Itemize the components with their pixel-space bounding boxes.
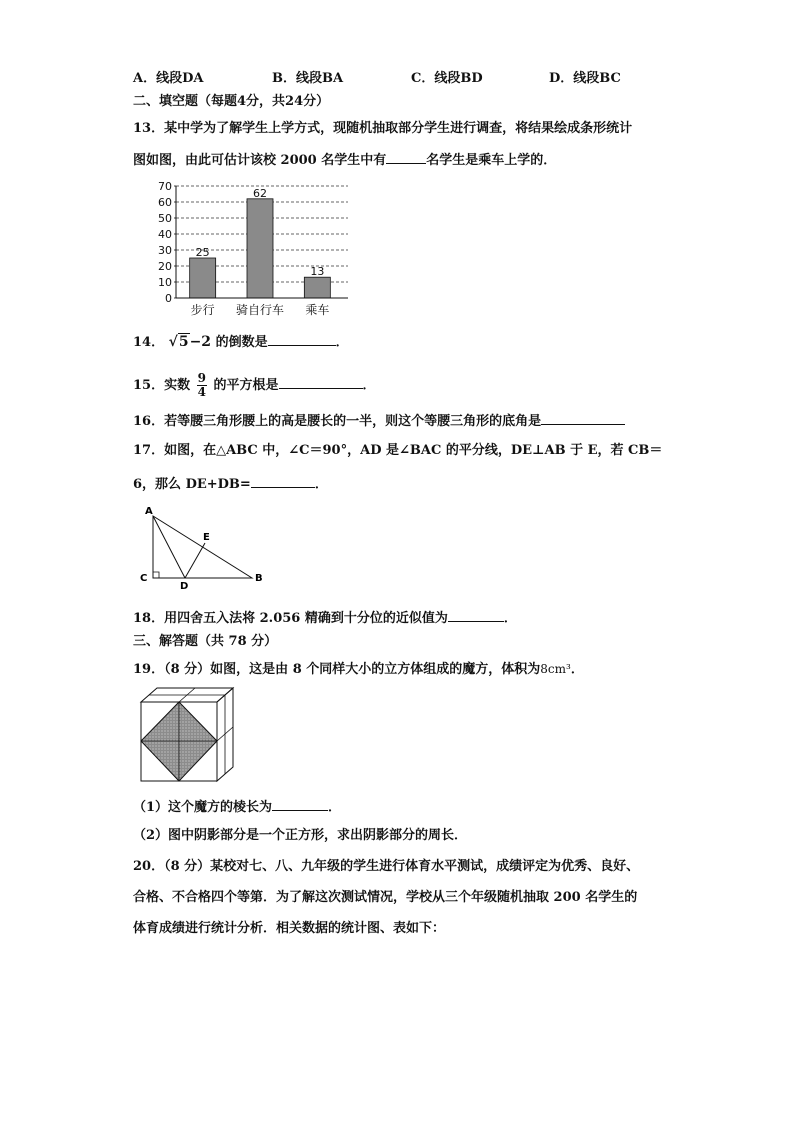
bar <box>304 277 330 298</box>
q13-answer-blank[interactable] <box>386 150 426 164</box>
q16-text: 16．若等腰三角形腰上的高是腰长的一半，则这个等腰三角形的底角是 <box>133 414 542 429</box>
q14-answer-blank[interactable] <box>268 332 336 346</box>
y-tick-label: 20 <box>158 260 172 273</box>
q18-text: 18．用四舍五入法将 2.056 精确到十分位的近似值为 <box>133 611 448 626</box>
q19-cube-diagram <box>137 685 237 785</box>
q14-minus: −2 <box>189 334 212 350</box>
option-b: B．线段BA <box>272 71 344 86</box>
q13-line1: 13．某中学为了解学生上学方式，现随机抽取部分学生进行调查，将结果绘成条形统计 <box>133 121 633 136</box>
q17-period: ． <box>314 477 328 492</box>
q15-period: ． <box>362 378 376 393</box>
q14-radicand: 5 <box>178 334 189 350</box>
bisector-ad <box>153 516 185 578</box>
q15-answer-blank[interactable] <box>279 375 363 389</box>
q19-unit: 8cm³ <box>540 662 571 676</box>
q16 <box>133 411 625 431</box>
q13-bar-chart <box>150 180 360 322</box>
q19-text: 19．（8 分）如图，这是由 8 个同样大小的立方体组成的魔方，体积为 <box>133 662 541 677</box>
right-angle-mark <box>153 572 159 578</box>
option-d: D．线段BC <box>549 71 621 86</box>
label-a: A <box>145 506 153 517</box>
q15-frac-den: 4 <box>197 385 206 399</box>
q18 <box>133 608 517 628</box>
q14-prefix: 14． <box>133 335 165 350</box>
q17-answer-blank[interactable] <box>251 474 315 488</box>
q15 <box>133 372 376 399</box>
y-tick-label: 0 <box>165 292 172 305</box>
y-tick-label: 10 <box>158 276 172 289</box>
q17-triangle-diagram <box>135 500 275 590</box>
q17-line1: 17．如图，在△ABC 中，∠C＝90°，AD 是∠BAC 的平分线，DE⊥AB 于 E，若 CB＝ <box>133 443 663 458</box>
q13-text-a: 图如图，由此可估计该校 2000 名学生中有 <box>133 153 387 168</box>
q20-line2: 合格、不合格四个等第．为了解这次测试情况，学校从三个年级随机抽取 200 名学生的 <box>133 890 638 905</box>
bar-value-label: 13 <box>310 265 325 279</box>
q19 <box>133 660 584 679</box>
q13-line2 <box>133 150 556 170</box>
q19-sub2: （2）图中阴影部分是一个正方形，求出阴影部分的周长． <box>133 828 468 843</box>
q19-sub1-period: ． <box>328 800 342 815</box>
q19-period: ． <box>570 662 584 677</box>
q13-text-b: 名学生是乘车上学的． <box>426 153 557 168</box>
label-c: C <box>140 573 148 584</box>
label-e: E <box>203 532 210 543</box>
category-label: 乘车 <box>305 303 330 317</box>
q18-period: ． <box>503 611 517 626</box>
q14-period: ． <box>335 335 349 350</box>
q19-answer-blank[interactable] <box>272 797 328 811</box>
label-b: B <box>255 573 263 584</box>
label-d: D <box>180 581 189 590</box>
q14 <box>133 332 349 352</box>
y-tick-label: 40 <box>158 228 172 241</box>
bar-value-label: 62 <box>253 186 267 200</box>
q17-text: 6，那么 DE+DB= <box>133 477 251 492</box>
q20-line3: 体育成绩进行统计分析．相关数据的统计图、表如下： <box>133 921 446 936</box>
q19-sub1-text: （1）这个魔方的棱长为 <box>133 800 273 815</box>
option-a: A．线段DA <box>133 71 204 86</box>
y-tick-label: 50 <box>158 212 172 225</box>
q15-frac-num: 9 <box>197 371 206 385</box>
section-3-title: 三、解答题（共 78 分） <box>133 634 278 649</box>
bar-value-label: 25 <box>195 246 210 259</box>
q19-sub1 <box>133 797 341 817</box>
q20-line1: 20．（8 分）某校对七、八、九年级的学生进行体育水平测试，成绩评定为优秀、良好、 <box>133 859 640 874</box>
perpendicular-de <box>185 543 205 578</box>
y-tick-label: 60 <box>158 196 172 209</box>
q15-suffix: 的平方根是 <box>213 378 279 393</box>
section-2-title: 二、填空题（每题4分，共24分） <box>133 94 330 109</box>
q15-fraction <box>197 372 207 399</box>
y-tick-label: 70 <box>158 180 172 193</box>
q14-suffix: 的倒数是 <box>215 335 268 350</box>
category-label: 步行 <box>190 303 215 317</box>
option-c: C．线段BD <box>411 71 483 86</box>
bar <box>190 258 216 298</box>
y-tick-label: 30 <box>158 244 172 257</box>
bar <box>247 199 273 298</box>
q17-line2 <box>133 474 328 494</box>
q16-answer-blank[interactable] <box>541 411 625 425</box>
q14-sqrt-expression: √5−2 <box>168 334 212 350</box>
category-label: 骑自行车 <box>235 303 285 317</box>
q15-prefix: 15．实数 <box>133 378 191 393</box>
q18-answer-blank[interactable] <box>448 608 504 622</box>
